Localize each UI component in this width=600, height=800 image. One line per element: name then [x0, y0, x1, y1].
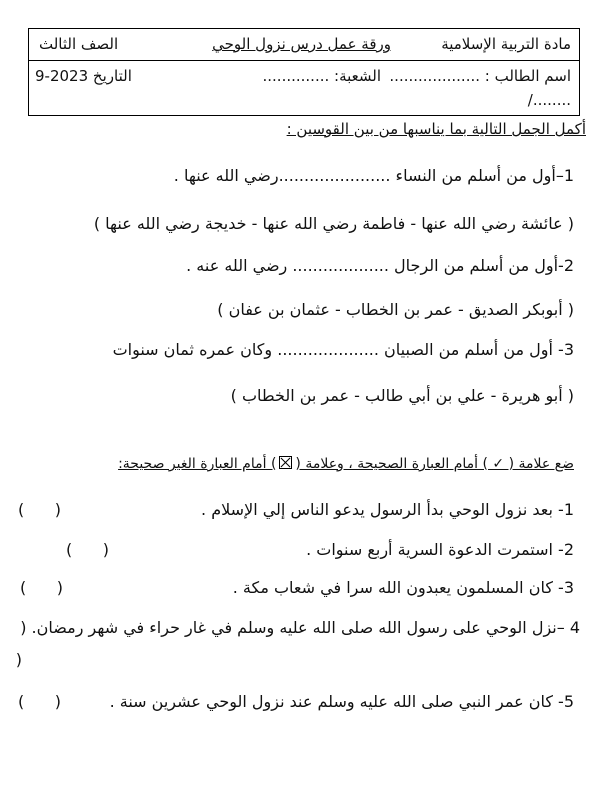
grade-label: الصف الثالث	[39, 35, 119, 53]
header-table	[28, 28, 580, 116]
date-line: /........	[527, 91, 571, 109]
question-2-choices: ( أبوبكر الصديق - عمر بن الخطاب - عثمان بن عفان )	[217, 300, 574, 319]
statement-4-bracket: )	[15, 650, 22, 669]
x-box-icon	[279, 456, 292, 469]
question-3-choices: ( أبو هريرة - علي بن أبي طالب - عمر بن الخطاب )	[230, 386, 574, 405]
question-1: 1–أول من أسلم من النساء ......................رضي الله عنها .	[173, 166, 574, 185]
question-1-choices: ( عائشة رضي الله عنها - فاطمة رضي الله عنها - خديجة رضي الله عنها )	[93, 214, 574, 233]
statement-3-bracket: ( )	[20, 578, 63, 597]
student-name-field: اسم الطالب : ...................	[389, 67, 571, 85]
question-3: 3- أول من أسلم من الصبيان .................... وكان عمره ثمان سنوات	[112, 340, 574, 359]
section2-title-part2: ) أمام العبارة الغير صحيحة:	[118, 456, 277, 472]
header-divider	[29, 60, 579, 61]
subject-label: مادة التربية الإسلامية	[441, 35, 571, 53]
statement-5-bracket: ( )	[18, 692, 61, 711]
question-2: 2-أول من أسلم من الرجال ................... رضي الله عنه .	[186, 256, 574, 275]
statement-5: 5- كان عمر النبي صلى الله عليه وسلم عند نزول الوحي عشرين سنة .	[109, 692, 574, 711]
section2-title	[118, 456, 574, 472]
statement-1-bracket: ( )	[18, 500, 61, 519]
statement-3: 3- كان المسلمون يعبدون الله سرا في شعاب مكة .	[232, 578, 574, 597]
section-field: الشعبة: ..............	[262, 67, 381, 85]
section2-title-part1: ضع علامة ( ✓ ) أمام العبارة الصحيحة ، وعلامة (	[295, 456, 574, 472]
statement-2: 2- استمرت الدعوة السرية أربع سنوات .	[306, 540, 574, 559]
section1-title: أكمل الجمل التالية بما يناسبها من بين القوسين :	[286, 120, 586, 138]
date-field: التاريخ 2023-9	[35, 67, 132, 85]
statement-1: 1- بعد نزول الوحي بدأ الرسول يدعو الناس إلي الإسلام .	[201, 500, 574, 519]
statement-2-bracket: ( )	[66, 540, 109, 559]
statement-4: 4 –نزل الوحي على رسول الله صلى الله عليه وسلم في غار حراء في شهر رمضان. (	[20, 618, 580, 637]
worksheet-title: ورقة عمل درس نزول الوحي	[212, 35, 391, 53]
